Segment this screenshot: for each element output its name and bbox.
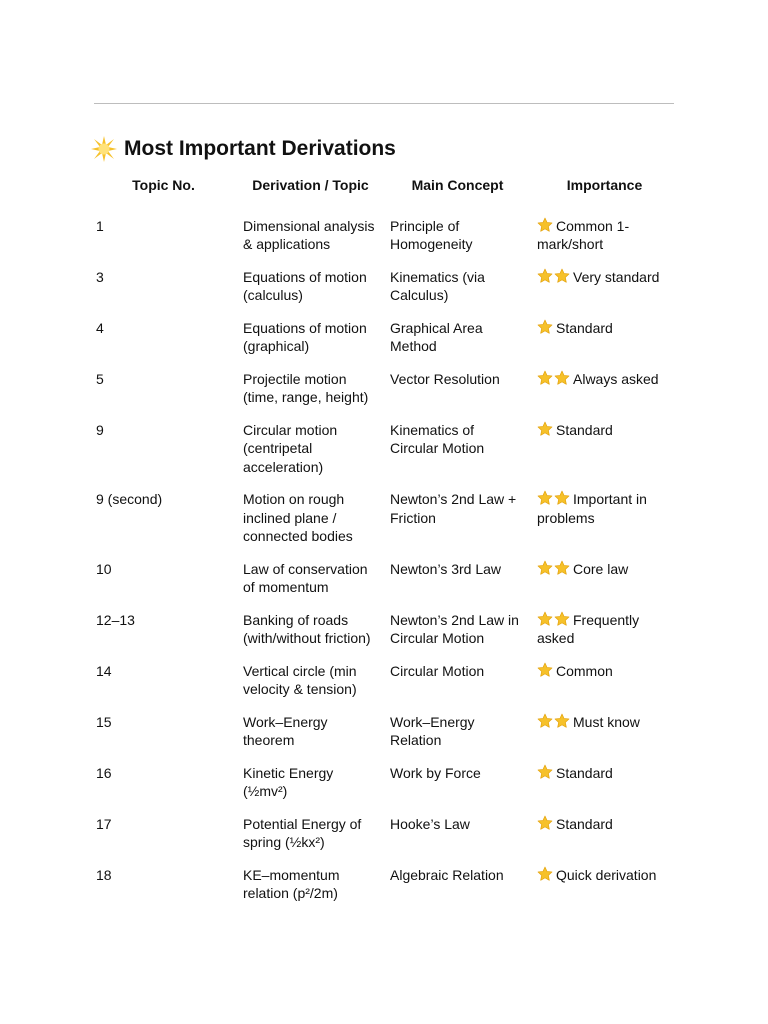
star-icon: [554, 268, 570, 284]
star-icon: [537, 490, 553, 506]
derivation-cell: Circular motion (centripetal acceleration): [243, 421, 338, 475]
derivation-cell: Law of conservation of momentum: [243, 560, 368, 595]
importance-label: Standard: [556, 815, 613, 832]
concept-cell: Graphical Area Method: [390, 319, 483, 354]
importance-cell: [531, 866, 678, 917]
importance-cell: [531, 217, 678, 268]
importance-cell: [531, 560, 678, 611]
importance-cell: [531, 268, 678, 319]
star-rating: [537, 765, 554, 781]
concept-cell: Newton’s 3rd Law: [390, 560, 502, 577]
topic-cell: 5: [96, 370, 104, 387]
derivation-cell: Banking of roads (with/without friction): [243, 611, 371, 646]
importance-label: Standard: [556, 319, 613, 336]
importance-label: Standard: [556, 421, 613, 438]
importance-label: Common: [556, 662, 613, 679]
star-icon: [537, 815, 553, 831]
star-icon: [537, 370, 553, 386]
star-rating: [537, 320, 554, 336]
star-icon: [537, 713, 553, 729]
derivation-cell: KE–momentum relation (p²/2m): [243, 866, 340, 901]
star-rating: [537, 561, 571, 577]
derivation-cell: Equations of motion (graphical): [243, 319, 367, 354]
table-row: [90, 713, 678, 764]
importance-label: Common 1-mark/short: [537, 217, 630, 252]
concept-cell: Work by Force: [390, 764, 481, 781]
star-icon: [537, 268, 553, 284]
concept-cell: Kinematics of Circular Motion: [390, 421, 485, 456]
star-rating: [537, 663, 554, 679]
star-icon: [554, 490, 570, 506]
star-icon: [554, 611, 570, 627]
importance-cell: [531, 370, 678, 421]
importance-label: Important in problems: [537, 491, 647, 526]
derivation-cell: Potential Energy of spring (½kx²): [243, 815, 362, 850]
table-row: [90, 268, 678, 319]
star-rating: [537, 371, 571, 387]
table-row: [90, 370, 678, 421]
table-header-row: [90, 170, 678, 217]
concept-cell: Principle of Homogeneity: [390, 217, 473, 252]
table-row: [90, 662, 678, 713]
topic-cell: 10: [96, 560, 112, 577]
star-icon: [554, 560, 570, 576]
table-row: [90, 815, 678, 866]
star-icon: [537, 217, 553, 233]
concept-cell: Work–Energy Relation: [390, 713, 475, 748]
header-importance: Importance: [566, 177, 643, 193]
derivation-cell: Motion on rough inclined plane / connected bodies: [243, 491, 353, 544]
topic-cell: 9 (second): [96, 491, 163, 507]
section-heading: [90, 134, 396, 164]
page-title: Most Important Derivations: [124, 137, 396, 160]
topic-cell: 9: [96, 421, 104, 438]
star-icon: [554, 370, 570, 386]
star-rating: [537, 491, 571, 507]
importance-label: Very standard: [573, 268, 660, 285]
importance-label: Always asked: [573, 370, 659, 387]
header-main-concept: Main Concept: [411, 177, 504, 193]
star-rating: [537, 422, 554, 438]
star-icon: [537, 560, 553, 576]
star-rating: [537, 612, 571, 628]
importance-label: Standard: [556, 764, 613, 781]
star-icon: [537, 611, 553, 627]
topic-cell: 4: [96, 319, 104, 336]
horizontal-rule: [94, 103, 674, 104]
star-rating: [537, 867, 554, 883]
topic-cell: 1: [96, 217, 104, 234]
header-derivation: Derivation / Topic: [252, 177, 369, 193]
topic-cell: 3: [96, 268, 104, 285]
topic-cell: 18: [96, 866, 112, 883]
header-topic-no: Topic No.: [132, 177, 195, 193]
derivation-cell: Dimensional analysis & applications: [243, 217, 375, 252]
importance-label: Quick derivation: [556, 866, 657, 883]
topic-cell: 12–13: [96, 611, 135, 628]
concept-cell: Kinematics (via Calculus): [390, 268, 485, 303]
star-icon: [537, 866, 553, 882]
concept-cell: Vector Resolution: [390, 370, 500, 387]
importance-label: Must know: [573, 713, 640, 730]
glowing-star-icon: [90, 135, 118, 163]
star-icon: [537, 421, 553, 437]
table-row: [90, 560, 678, 611]
topic-cell: 17: [96, 815, 112, 832]
derivation-cell: Projectile motion (time, range, height): [243, 370, 369, 405]
topic-cell: 15: [96, 713, 112, 730]
star-icon: [554, 713, 570, 729]
table-row: [90, 611, 678, 662]
topic-cell: 14: [96, 662, 112, 679]
concept-cell: Circular Motion: [390, 662, 485, 679]
importance-label: Core law: [573, 560, 629, 577]
derivation-cell: Kinetic Energy (½mv²): [243, 764, 334, 799]
importance-cell: [531, 490, 678, 560]
importance-label: Frequently asked: [537, 611, 640, 646]
star-rating: [537, 218, 554, 234]
derivations-table: [90, 170, 678, 917]
table-body: [90, 217, 678, 917]
importance-cell: [531, 815, 678, 866]
star-rating: [537, 714, 571, 730]
importance-cell: [531, 319, 678, 370]
table-row: [90, 217, 678, 268]
concept-cell: Newton’s 2nd Law + Friction: [390, 491, 517, 526]
concept-cell: Newton’s 2nd Law in Circular Motion: [390, 611, 519, 646]
derivation-cell: Equations of motion (calculus): [243, 268, 367, 303]
importance-cell: [531, 713, 678, 764]
importance-cell: [531, 421, 678, 491]
importance-cell: [531, 611, 678, 662]
table-row: [90, 319, 678, 370]
table-row: [90, 764, 678, 815]
table-row: [90, 490, 678, 560]
topic-cell: 16: [96, 764, 112, 781]
concept-cell: Algebraic Relation: [390, 866, 504, 883]
derivation-cell: Vertical circle (min velocity & tension): [243, 662, 357, 697]
derivation-cell: Work–Energy theorem: [243, 713, 328, 748]
star-rating: [537, 269, 571, 285]
importance-cell: [531, 662, 678, 713]
star-rating: [537, 816, 554, 832]
star-icon: [537, 764, 553, 780]
table-row: [90, 421, 678, 491]
star-icon: [537, 319, 553, 335]
table-row: [90, 866, 678, 917]
concept-cell: Hooke’s Law: [390, 815, 470, 832]
star-icon: [537, 662, 553, 678]
importance-cell: [531, 764, 678, 815]
